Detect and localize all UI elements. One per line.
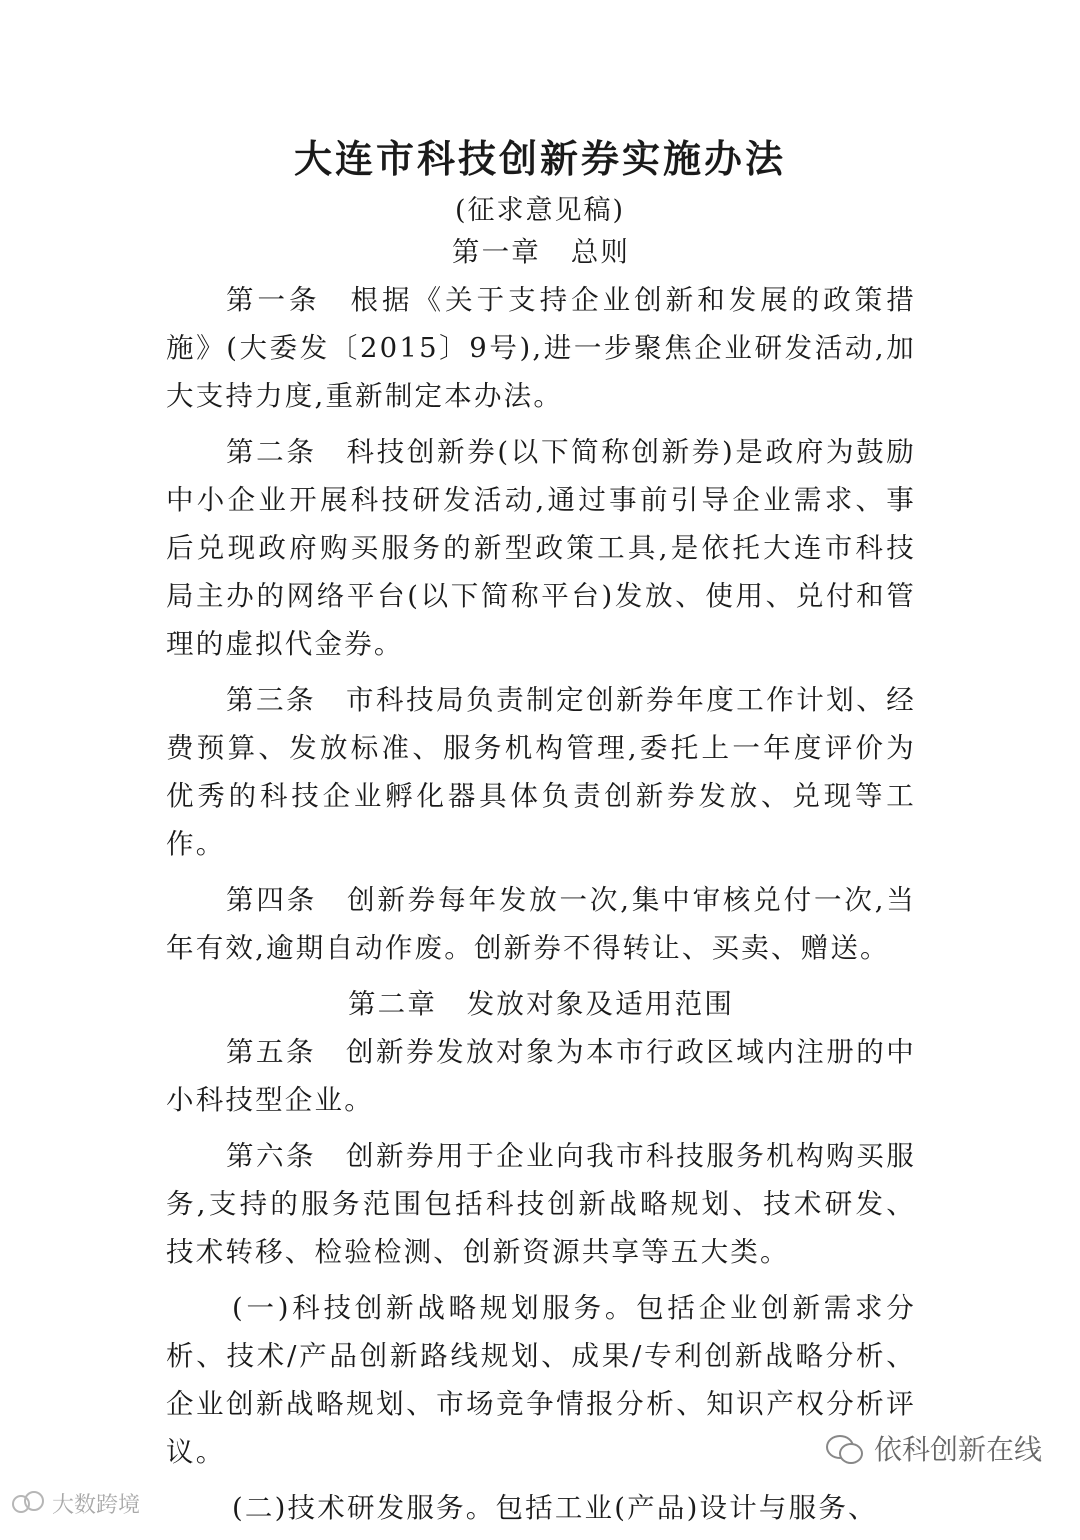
article-4-text: 创新券每年发放一次,集中审核兑付一次,当年有效,逾期自动作废。创新券不得转让、买卖、赠送。 [166,884,917,964]
article-5 [166,1028,916,1124]
article-6-item-2: (二)技术研发服务。包括工业(产品)设计与服务、 [232,1492,878,1524]
document-title: 大连市科技创新券实施办法 [293,137,786,181]
document-body [166,228,916,1540]
article-6-item-1: (一)科技创新战略规划服务。包括企业创新需求分析、技术/产品创新路线规划、成果/专利创新战略分析、企业创新战略规划、市场竞争情报分析、知识产权分析评议。 [166,1292,916,1468]
article-3 [166,676,916,868]
corner-logo [12,1488,140,1519]
chapter-heading-1: 第一章 总则 [451,236,631,268]
article-5-number: 第五条 [226,1036,317,1068]
article-1-text: 根据《关于支持企业创新和发展的政策措施》(大委发〔2015〕9号),进一步聚焦企业研发活动,加大支持力度,重新制定本办法。 [166,284,916,412]
article-4 [166,876,916,972]
logo-icon [12,1491,46,1517]
article-6-number: 第六条 [226,1140,317,1172]
article-2 [166,428,916,668]
article-5-text: 创新券发放对象为本市行政区域内注册的中小科技型企业。 [166,1036,916,1116]
chapter-heading-2: 第二章 发放对象及适用范围 [347,988,735,1020]
corner-logo-text: 大数跨境 [52,1493,141,1518]
article-1-number: 第一条 [226,284,321,316]
article-3-number: 第三条 [226,684,317,716]
wechat-watermark [826,1428,1042,1468]
article-6 [166,1132,916,1276]
article-2-number: 第二条 [226,436,317,468]
article-4-number: 第四条 [226,884,318,916]
article-3-text: 市科技局负责制定创新券年度工作计划、经费预算、发放标准、服务机构管理,委托上一年度评价为优秀的科技企业孵化器具体负责创新券发放、兑现等工作。 [166,684,916,860]
watermark-text: 依科创新在线 [873,1433,1042,1466]
article-6-text: 创新券用于企业向我市科技服务机构购买服务,支持的服务范围包括科技创新战略规划、技术研发、技术转移、检验检测、创新资源共享等五大类。 [166,1140,916,1268]
document-subtitle: (征求意见稿) [454,195,626,226]
article-2-text: 科技创新券(以下简称创新券)是政府为鼓励中小企业开展科技研发活动,通过事前引导企业需求、事后兑现政府购买服务的新型政策工具,是依托大连市科技局主办的网络平台(以下简称平台)发放、使用、兑付和管理的虚拟代金券。 [166,436,916,660]
wechat-icon [826,1433,864,1463]
article-1 [166,276,916,420]
